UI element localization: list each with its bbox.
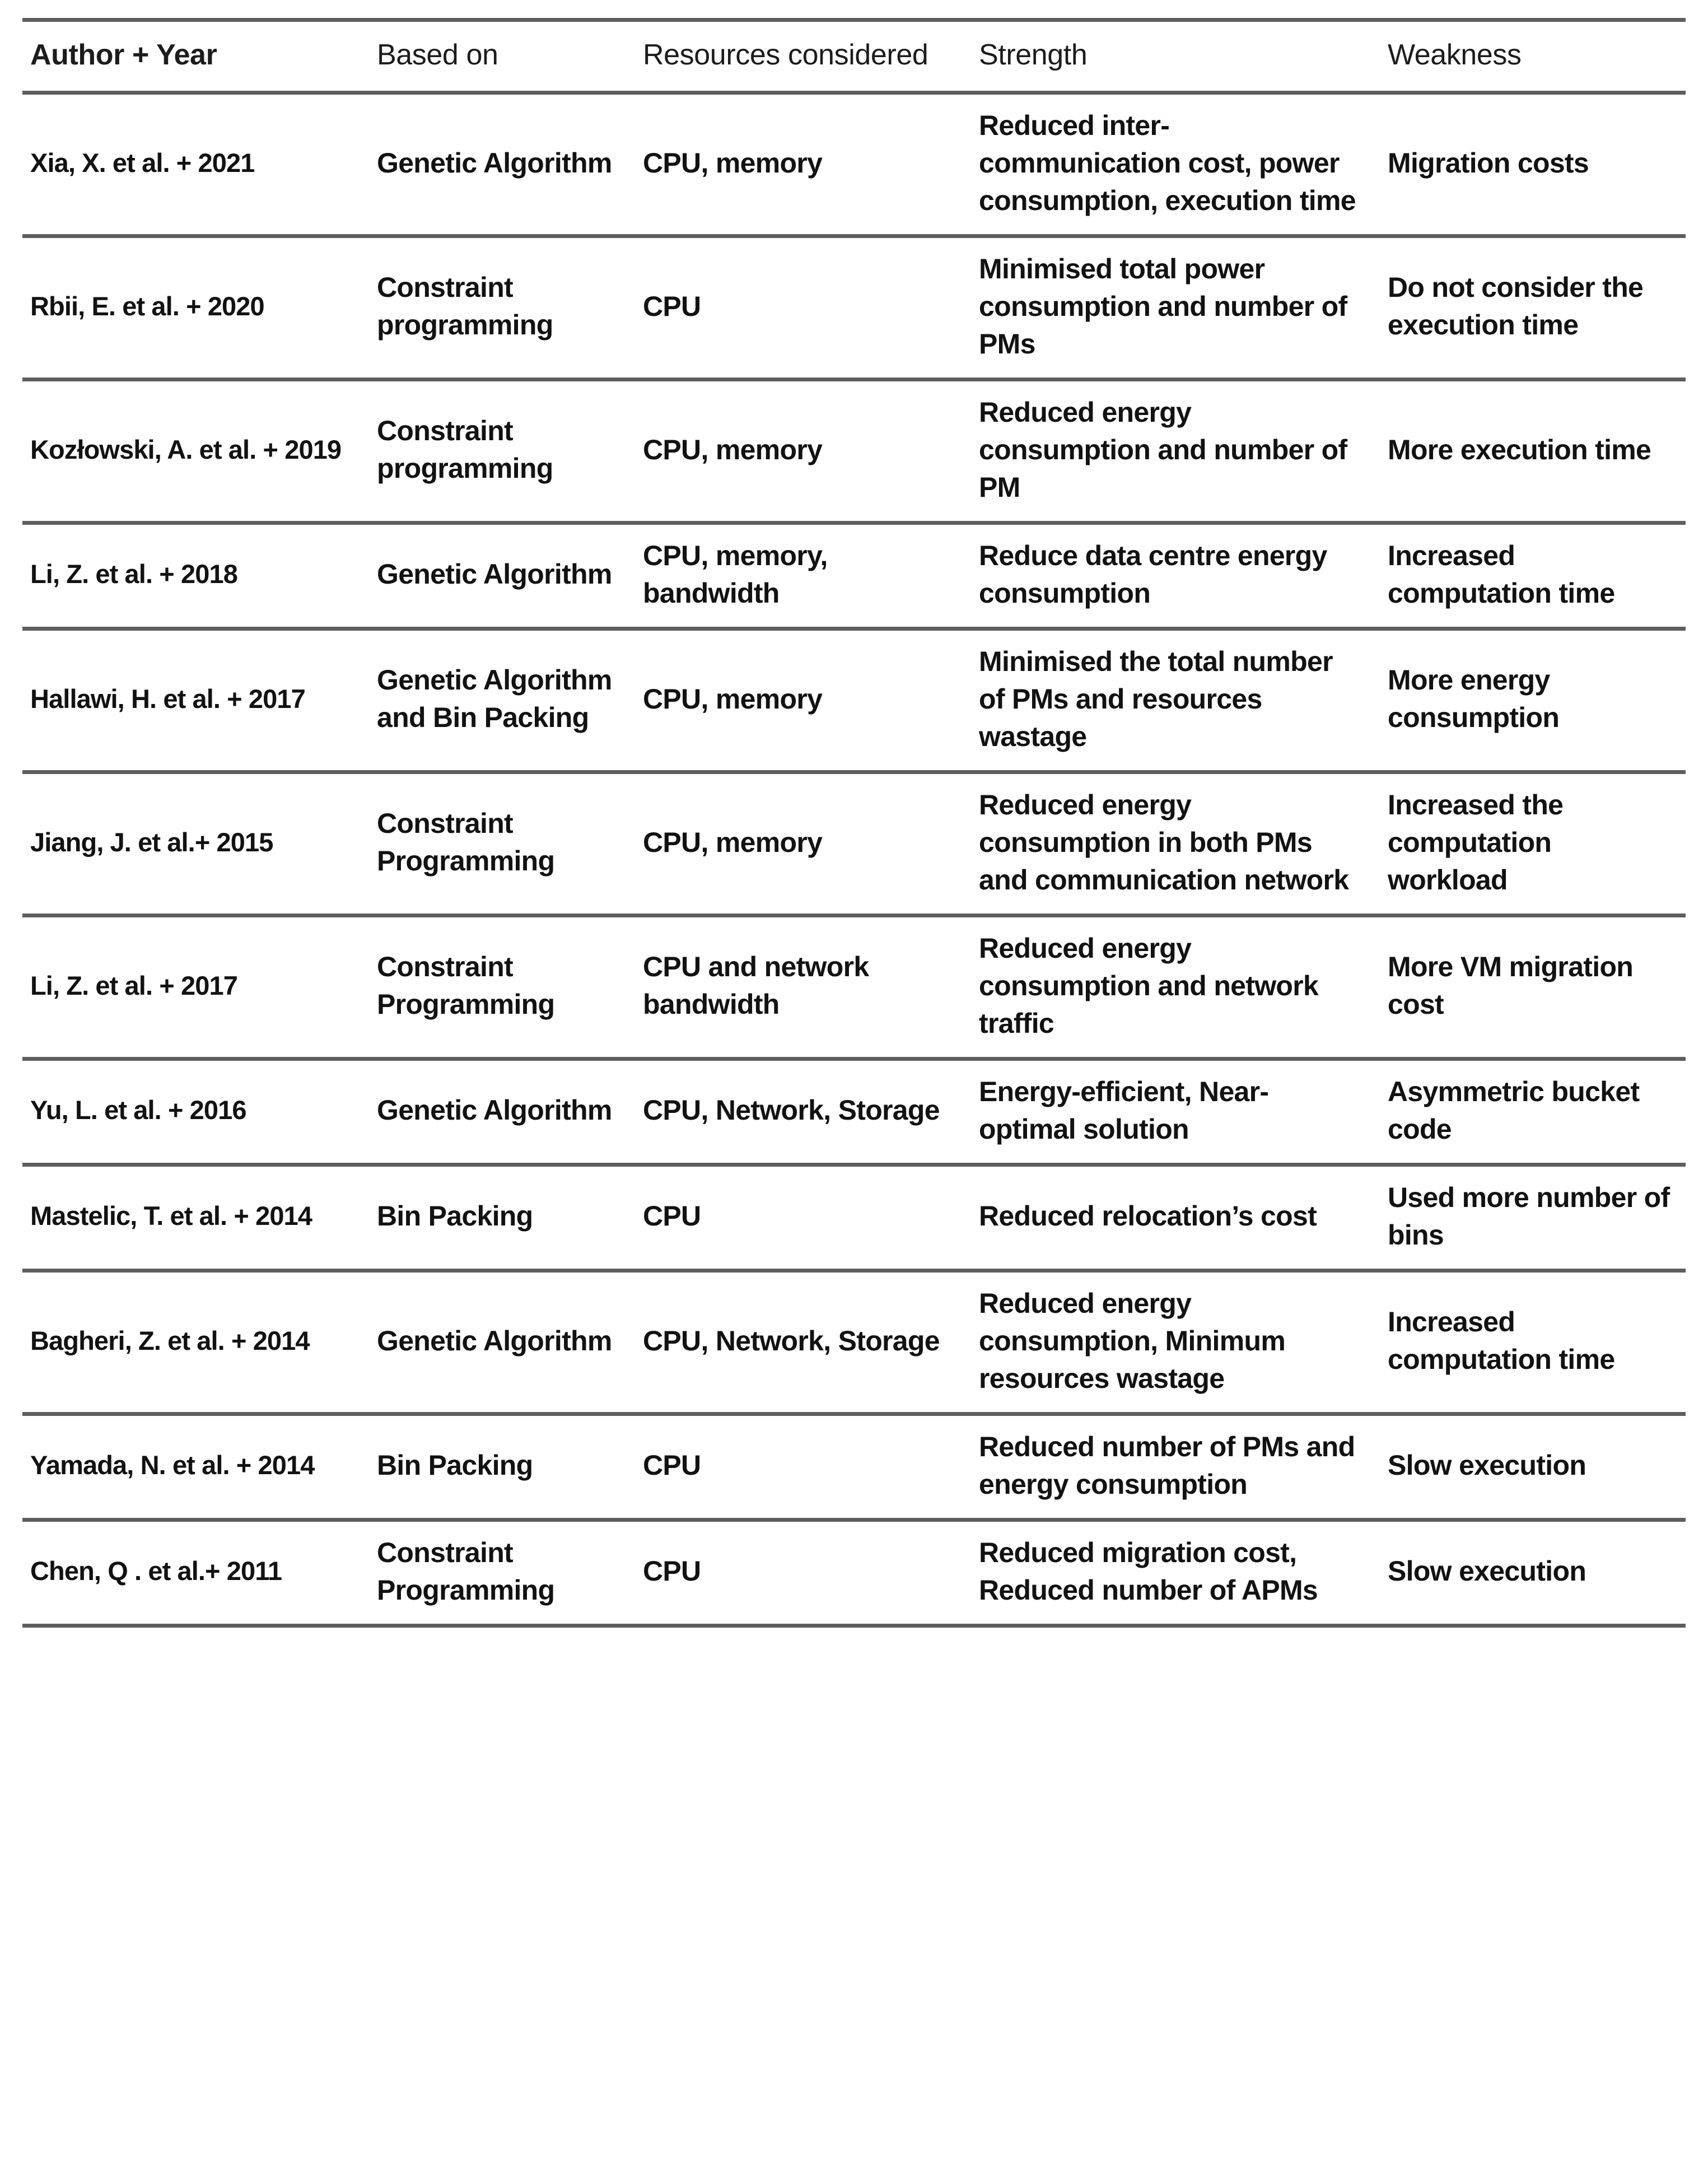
cell-author: Mastelic, T. et al. + 2014 <box>30 1201 312 1231</box>
cell-based-on: Genetic Algorithm <box>377 558 612 590</box>
table-row <box>22 915 1686 1059</box>
table-body <box>22 92 1686 1625</box>
cell-based-on: Constraint programming <box>377 415 553 484</box>
cell-weakness: Increased the computation workload <box>1388 789 1564 896</box>
cell-strength: Reduced number of PMs and energy consumption <box>979 1430 1355 1500</box>
table-header <box>22 20 1686 93</box>
cell-based-on: Bin Packing <box>377 1200 533 1232</box>
cell-based-on: Bin Packing <box>377 1450 533 1481</box>
cell-based-on: Constraint Programming <box>377 1536 555 1606</box>
cell-resources: CPU, memory <box>643 147 823 179</box>
cell-based-on: Genetic Algorithm <box>377 1325 612 1357</box>
cell-strength: Reduced energy consumption and number of PM <box>979 396 1347 503</box>
table-row <box>22 92 1686 236</box>
table-row <box>22 1270 1686 1414</box>
cell-weakness: More execution time <box>1388 434 1651 465</box>
table-row <box>22 236 1686 379</box>
cell-strength: Reduce data centre energy consumption <box>979 539 1327 609</box>
table-row <box>22 1520 1686 1625</box>
table-row <box>22 1164 1686 1270</box>
cell-author: Li, Z. et al. + 2017 <box>30 970 237 1000</box>
cell-author: Yu, L. et al. + 2016 <box>30 1095 246 1125</box>
cell-strength: Reduced energy consumption in both PMs and communication network <box>979 789 1349 896</box>
cell-strength: Reduced migration cost, Reduced number of APMs <box>979 1536 1318 1606</box>
column-header-strength: Strength <box>979 39 1088 71</box>
cell-based-on: Constraint programming <box>377 272 553 341</box>
cell-resources: CPU <box>643 1555 701 1587</box>
cell-strength: Reduced energy consumption and network traffic <box>979 932 1319 1039</box>
cell-based-on: Constraint Programming <box>377 808 555 877</box>
cell-strength: Reduced inter-communication cost, power consumption, execution time <box>979 109 1356 216</box>
column-header-author: Author + Year <box>30 39 217 71</box>
cell-resources: CPU <box>643 1450 701 1481</box>
table-row <box>22 628 1686 772</box>
cell-resources: CPU, Network, Storage <box>643 1094 940 1126</box>
cell-strength: Energy-efficient, Near-optimal solution <box>979 1075 1269 1145</box>
literature-review-table <box>22 18 1686 1628</box>
table-row <box>22 379 1686 523</box>
cell-based-on: Genetic Algorithm <box>377 147 612 179</box>
cell-author: Hallawi, H. et al. + 2017 <box>30 683 305 714</box>
cell-based-on: Constraint Programming <box>377 951 555 1020</box>
cell-strength: Reduced relocation’s cost <box>979 1200 1317 1232</box>
cell-author: Li, Z. et al. + 2018 <box>30 559 237 589</box>
document-page <box>0 18 1708 2181</box>
cell-author: Chen, Q . et al.+ 2011 <box>30 1556 282 1586</box>
column-header-resources: Resources considered <box>643 39 928 71</box>
column-header-based-on: Based on <box>377 39 498 71</box>
cell-based-on: Genetic Algorithm and Bin Packing <box>377 664 612 734</box>
column-header-weakness: Weakness <box>1388 39 1522 71</box>
cell-resources: CPU <box>643 1200 701 1232</box>
cell-weakness: Increased computation time <box>1388 1306 1615 1376</box>
cell-resources: CPU, Network, Storage <box>643 1325 940 1357</box>
table-row <box>22 1059 1686 1164</box>
cell-based-on: Genetic Algorithm <box>377 1094 612 1126</box>
table-row <box>22 1414 1686 1520</box>
cell-resources: CPU, memory <box>643 826 823 858</box>
cell-resources: CPU, memory <box>643 434 823 465</box>
cell-author: Jiang, J. et al.+ 2015 <box>30 827 273 857</box>
cell-weakness: Slow execution <box>1388 1450 1586 1481</box>
cell-weakness: Slow execution <box>1388 1555 1586 1587</box>
cell-author: Xia, X. et al. + 2021 <box>30 147 255 178</box>
cell-author: Rbii, E. et al. + 2020 <box>30 291 264 321</box>
cell-resources: CPU and network bandwidth <box>643 951 869 1020</box>
table-row <box>22 772 1686 915</box>
cell-strength: Minimised total power consumption and number of PMs <box>979 253 1347 360</box>
cell-resources: CPU <box>643 290 701 322</box>
cell-weakness: More VM migration cost <box>1388 951 1634 1020</box>
cell-weakness: Used more number of bins <box>1388 1181 1670 1251</box>
cell-author: Bagheri, Z. et al. + 2014 <box>30 1325 310 1355</box>
cell-resources: CPU, memory <box>643 683 823 715</box>
cell-weakness: More energy consumption <box>1388 664 1560 734</box>
table-row <box>22 523 1686 628</box>
cell-author: Yamada, N. et al. + 2014 <box>30 1450 315 1480</box>
cell-resources: CPU, memory, bandwidth <box>643 539 828 609</box>
table-header-row <box>22 20 1686 93</box>
cell-weakness: Increased computation time <box>1388 539 1615 609</box>
cell-strength: Reduced energy consumption, Minimum resources wastage <box>979 1287 1286 1394</box>
cell-strength: Minimised the total number of PMs and resources wastage <box>979 645 1333 752</box>
cell-weakness: Asymmetric bucket code <box>1388 1075 1640 1145</box>
cell-weakness: Do not consider the execution time <box>1388 272 1644 341</box>
cell-weakness: Migration costs <box>1388 147 1589 179</box>
cell-author: Kozłowski, A. et al. + 2019 <box>30 434 342 464</box>
